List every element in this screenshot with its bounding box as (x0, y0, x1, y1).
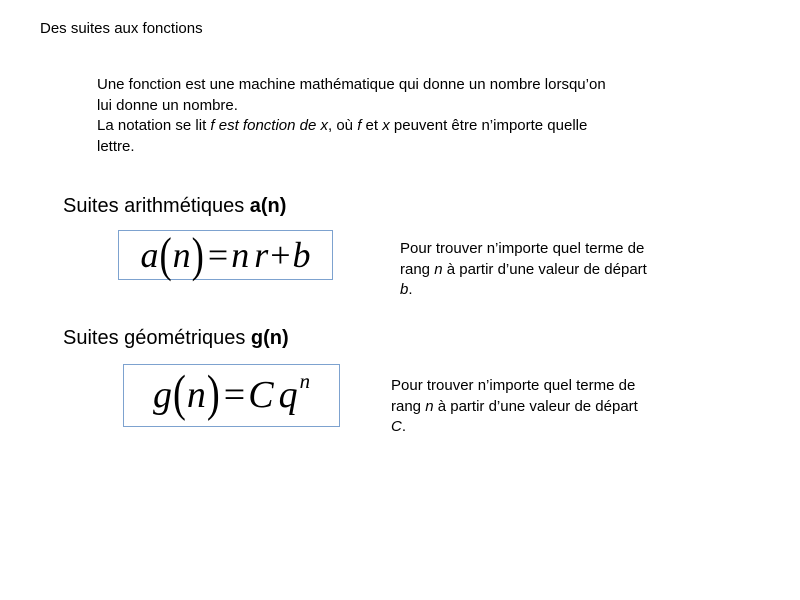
close-paren: ) (206, 364, 220, 422)
intro-text: et (361, 117, 383, 134)
section-heading-arithmetic (63, 193, 286, 219)
section-heading-geometric (63, 325, 289, 351)
plus-sign: + (270, 235, 291, 275)
formula-function-letter: a (140, 235, 159, 275)
formula-arithmetic-box (118, 226, 333, 281)
heading-term: a(n) (249, 195, 287, 217)
note-variable-b: b (400, 281, 409, 298)
intro-text: La notation se lit (97, 117, 211, 134)
intro-text: peuvent être n’importe quelle (389, 117, 588, 134)
intro-line: lui donne un nombre. (97, 96, 238, 114)
formula-term-r: r (254, 235, 269, 275)
page-title: Des suites aux fonctions (40, 20, 203, 37)
intro-variable-f: f (357, 117, 362, 134)
note-line (400, 260, 647, 281)
open-paren: ( (159, 226, 172, 281)
note-text: . (408, 281, 413, 298)
note-arithmetic (400, 239, 647, 301)
close-paren: ) (191, 226, 204, 281)
formula-argument: n (172, 235, 191, 275)
equals-sign: = (223, 373, 246, 416)
note-text: à partir d’une valeur de départ (433, 397, 638, 415)
note-variable-n: n (425, 397, 434, 415)
note-variable-n: n (434, 260, 443, 278)
open-paren: ( (172, 364, 186, 422)
intro-line: Une fonction est une machine mathématique qui donne un nombre lorsqu’on (97, 76, 606, 93)
formula-term-C: C (248, 373, 274, 416)
note-text: à partir d’une valeur de départ (442, 260, 647, 278)
note-line: Pour trouver n’importe quel terme de (391, 377, 636, 394)
equals-sign: = (207, 235, 229, 275)
intro-notation-phrase: f est fonction de x (210, 117, 328, 134)
intro-paragraph (97, 75, 606, 157)
formula-exponent-n: n (299, 369, 311, 394)
heading-text: Suites géométriques (63, 327, 251, 349)
note-text: rang (391, 397, 426, 415)
heading-term: g(n) (250, 327, 289, 349)
note-text: . (401, 418, 407, 435)
intro-line (97, 116, 606, 137)
intro-text: , où (328, 117, 358, 134)
note-text: rang (400, 260, 435, 278)
note-line (391, 417, 638, 438)
note-line: Pour trouver n’importe quel terme de (400, 240, 645, 257)
note-line (400, 280, 647, 301)
formula-term-q: q (278, 373, 298, 416)
heading-text: Suites arithmétiques (63, 195, 250, 217)
intro-variable-x: x (382, 117, 390, 134)
note-geometric (391, 376, 638, 438)
formula-function-letter: g (152, 373, 172, 416)
formula-term-b: b (292, 235, 311, 275)
formula-argument: n (186, 373, 206, 416)
formula-geometric-box (123, 364, 340, 427)
formula-term-n: n (231, 235, 250, 275)
intro-line: lettre. (97, 137, 135, 155)
note-variable-C: C (391, 418, 402, 435)
note-line (391, 397, 638, 418)
